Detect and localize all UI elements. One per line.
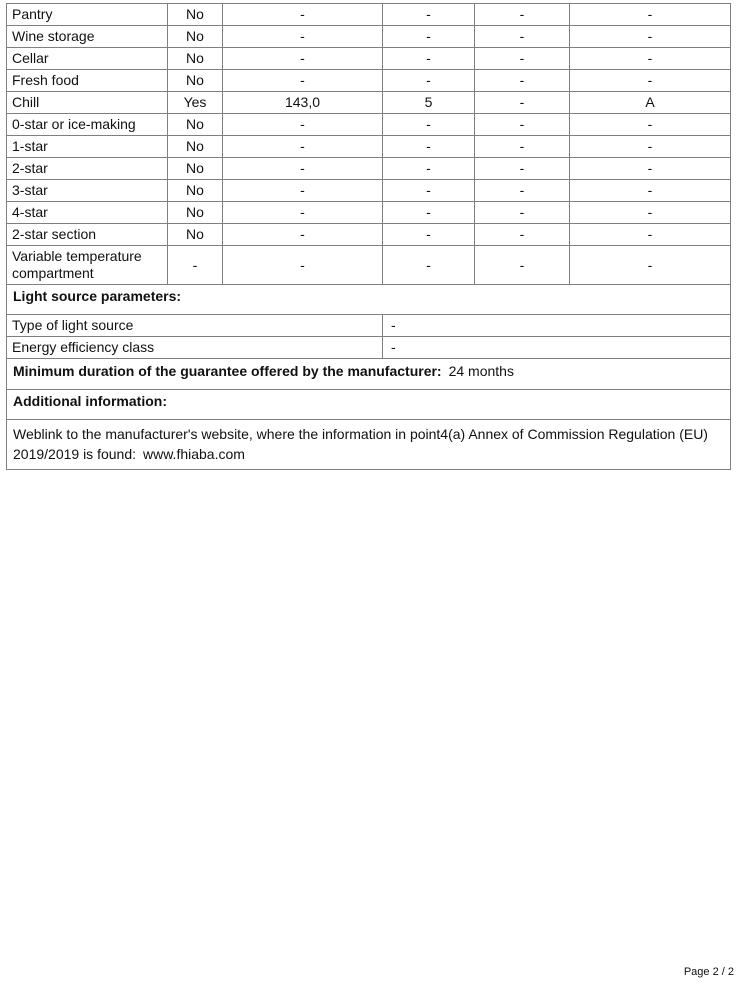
weblink-url[interactable]: www.fhiaba.com — [143, 446, 245, 462]
table-row — [7, 158, 731, 180]
product-fiche-table — [6, 3, 731, 470]
compartment-label: 4-star — [7, 202, 168, 224]
compartment-value-cell: - — [475, 70, 570, 92]
lower-rows-body — [7, 285, 731, 470]
compartment-value-cell: - — [383, 26, 475, 48]
compartment-value-cell: - — [223, 202, 383, 224]
compartment-value-cell: - — [570, 48, 731, 70]
table-row — [7, 315, 731, 337]
compartment-present-cell: No — [168, 70, 223, 92]
compartment-present-cell: No — [168, 114, 223, 136]
compartment-value-cell: - — [475, 180, 570, 202]
compartment-label: 3-star — [7, 180, 168, 202]
compartment-value-cell: A — [570, 92, 731, 114]
light-source-row-label: Energy efficiency class — [7, 337, 383, 359]
compartment-value-cell: - — [475, 202, 570, 224]
compartment-value-cell: 143,0 — [223, 92, 383, 114]
compartment-value-cell: 5 — [383, 92, 475, 114]
compartment-label: 2-star section — [7, 224, 168, 246]
light-source-row-value: - — [383, 337, 731, 359]
compartment-value-cell: - — [475, 92, 570, 114]
compartment-value-cell: - — [475, 114, 570, 136]
compartment-value-cell: - — [570, 246, 731, 285]
compartment-value-cell: - — [383, 136, 475, 158]
compartment-value-cell: - — [570, 4, 731, 26]
compartment-label: Wine storage — [7, 26, 168, 48]
compartment-value-cell: - — [223, 26, 383, 48]
compartment-value-cell: - — [383, 202, 475, 224]
compartment-value-cell: - — [570, 114, 731, 136]
compartment-label: Fresh food — [7, 70, 168, 92]
table-row — [7, 285, 731, 315]
compartment-value-cell: - — [223, 48, 383, 70]
compartment-value-cell: - — [570, 180, 731, 202]
compartment-label: 0-star or ice-making — [7, 114, 168, 136]
table-row — [7, 4, 731, 26]
compartment-value-cell: - — [570, 136, 731, 158]
table-row — [7, 337, 731, 359]
table-row — [7, 114, 731, 136]
compartment-label: Pantry — [7, 4, 168, 26]
compartment-value-cell: - — [223, 158, 383, 180]
table-row — [7, 359, 731, 390]
table-row — [7, 246, 731, 285]
compartment-value-cell: - — [570, 70, 731, 92]
compartment-value-cell: - — [383, 246, 475, 285]
compartment-value-cell: - — [475, 246, 570, 285]
compartment-value-cell: - — [475, 4, 570, 26]
compartment-value-cell: - — [223, 180, 383, 202]
compartment-value-cell: - — [570, 158, 731, 180]
compartment-value-cell: - — [570, 224, 731, 246]
compartment-value-cell: - — [383, 48, 475, 70]
compartment-value-cell: - — [223, 136, 383, 158]
compartment-present-cell: No — [168, 202, 223, 224]
compartment-value-cell: - — [383, 4, 475, 26]
compartment-value-cell: - — [223, 4, 383, 26]
compartment-value-cell: - — [223, 114, 383, 136]
compartment-value-cell: - — [475, 224, 570, 246]
table-row — [7, 26, 731, 48]
light-source-section-header: Light source parameters: — [7, 285, 731, 315]
compartment-label: Variable temperature compartment — [7, 246, 168, 285]
compartment-rows-body — [7, 4, 731, 285]
compartment-value-cell: - — [223, 70, 383, 92]
compartment-present-cell: No — [168, 180, 223, 202]
compartment-value-cell: - — [383, 224, 475, 246]
compartment-value-cell: - — [475, 158, 570, 180]
compartment-value-cell: - — [570, 202, 731, 224]
guarantee-label: Minimum duration of the guarantee offered by the manufacturer: — [13, 363, 442, 379]
light-source-row-value: - — [383, 315, 731, 337]
table-row — [7, 202, 731, 224]
compartment-value-cell: - — [475, 26, 570, 48]
compartment-value-cell: - — [383, 180, 475, 202]
table-row — [7, 92, 731, 114]
compartment-present-cell: - — [168, 246, 223, 285]
compartment-value-cell: - — [570, 26, 731, 48]
compartment-present-cell: Yes — [168, 92, 223, 114]
weblink-text: Weblink to the manufacturer's website, where the information in point4(a) Annex of Commission Regulation (EU) 2019/2019 is found: — [13, 426, 708, 462]
table-row — [7, 390, 731, 420]
compartment-label: Cellar — [7, 48, 168, 70]
table-row — [7, 48, 731, 70]
compartment-value-cell: - — [383, 158, 475, 180]
additional-info-header: Additional information: — [7, 390, 731, 420]
compartment-present-cell: No — [168, 26, 223, 48]
compartment-label: Chill — [7, 92, 168, 114]
compartment-value-cell: - — [383, 70, 475, 92]
compartment-value-cell: - — [223, 246, 383, 285]
compartment-label: 2-star — [7, 158, 168, 180]
compartment-value-cell: - — [223, 224, 383, 246]
table-row — [7, 136, 731, 158]
table-row — [7, 180, 731, 202]
compartment-value-cell: - — [475, 136, 570, 158]
compartment-present-cell: No — [168, 48, 223, 70]
compartment-present-cell: No — [168, 224, 223, 246]
table-row — [7, 224, 731, 246]
page-number: Page 2 / 2 — [683, 966, 734, 978]
compartment-label: 1-star — [7, 136, 168, 158]
table-row — [7, 420, 731, 470]
compartment-value-cell: - — [383, 114, 475, 136]
compartment-present-cell: No — [168, 136, 223, 158]
compartment-present-cell: No — [168, 4, 223, 26]
compartment-present-cell: No — [168, 158, 223, 180]
compartment-value-cell: - — [475, 48, 570, 70]
table-row — [7, 70, 731, 92]
guarantee-value: 24 months — [448, 363, 514, 379]
light-source-row-label: Type of light source — [7, 315, 383, 337]
